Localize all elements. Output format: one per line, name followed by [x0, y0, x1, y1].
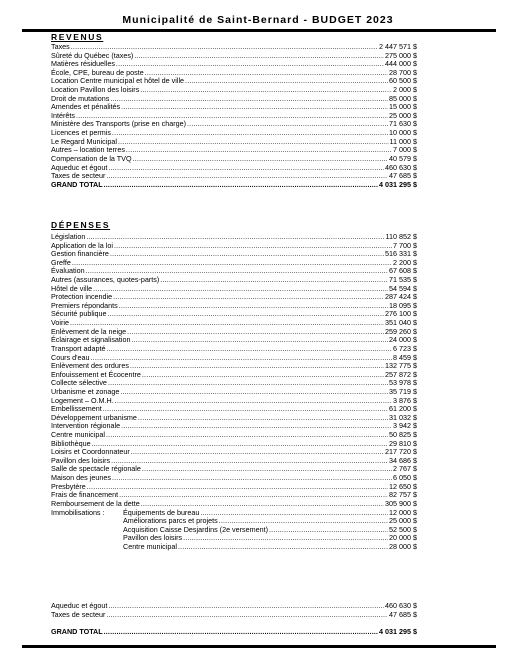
line-label: Collecte sélective: [51, 378, 107, 388]
line-value: 10 000 $: [389, 128, 417, 138]
line-value: 444 000 $: [385, 59, 417, 69]
line-value: 40 579 $: [389, 153, 417, 163]
line-label: Logement – O.M.H.: [51, 395, 114, 405]
line-value: 460 630 $: [385, 162, 417, 172]
line-value: 7 700 $: [393, 240, 417, 250]
dot-leader: [142, 372, 384, 381]
line-label: Bibliothèque: [51, 438, 91, 448]
line-label: Cours d'eau: [51, 352, 90, 362]
dot-leader: [121, 104, 388, 113]
dot-leader: [185, 78, 388, 87]
line-label: Sûreté du Québec (taxes): [51, 50, 134, 60]
line-value: 12 000 $: [389, 507, 417, 517]
line-value: 60 500 $: [389, 76, 417, 86]
dot-leader: [108, 165, 384, 174]
line-value: 15 000 $: [389, 102, 417, 112]
dot-leader: [108, 380, 388, 389]
dot-leader: [119, 303, 388, 312]
dot-leader: [115, 398, 392, 407]
line-value: 4 031 295 $: [379, 627, 417, 636]
line-label: Location Pavillon des loisirs: [51, 85, 140, 95]
line-label: Centre municipal: [51, 430, 105, 440]
line-label: Taxes: [51, 42, 70, 51]
line-value: 71 535 $: [389, 275, 417, 285]
depenses-total: [51, 628, 417, 637]
line-value: 257 872 $: [385, 369, 417, 379]
line-value: 47 685 $: [389, 171, 417, 181]
revenus-list: [51, 43, 417, 189]
budget-line: [51, 526, 417, 535]
line-value: 18 095 $: [389, 300, 417, 310]
line-value: 52 500 $: [389, 524, 417, 534]
dot-leader: [106, 346, 392, 355]
line-value: 53 978 $: [389, 378, 417, 388]
budget-line: [51, 543, 417, 552]
grand-total-row: [51, 628, 417, 637]
line-label: Autres (assurances, quotes-parts): [51, 275, 160, 285]
line-value: 20 000 $: [389, 533, 417, 543]
line-label: Autres – location terres: [51, 145, 125, 155]
dot-leader: [87, 484, 388, 493]
line-value: 6 723 $: [393, 343, 417, 353]
line-label: Premiers répondants: [51, 300, 118, 310]
line-label: Voirie: [51, 318, 69, 328]
line-value: 71 630 $: [389, 119, 417, 129]
line-label: Embellissement: [51, 404, 102, 414]
dot-leader: [72, 260, 392, 269]
line-label: Intervention régionale: [51, 421, 121, 431]
dot-leader: [118, 139, 389, 148]
dot-leader: [108, 603, 384, 612]
line-label: Urbanisme et zonage: [51, 386, 120, 396]
line-label: Centre municipal: [123, 541, 177, 551]
dot-leader: [110, 251, 384, 260]
line-value: 12 650 $: [389, 481, 417, 491]
immobilisations-label: Immobilisations :: [51, 507, 105, 517]
dot-leader: [106, 173, 388, 182]
line-label: Développement urbanisme: [51, 412, 137, 422]
line-value: 54 594 $: [389, 283, 417, 293]
line-value: 67 608 $: [389, 266, 417, 276]
dot-leader: [178, 544, 388, 553]
budget-line: [51, 250, 417, 259]
line-label: Améliorations parcs et projets: [123, 516, 218, 526]
line-label: Enfouissement et Écocentre: [51, 369, 141, 379]
budget-line: [51, 431, 417, 440]
line-label: Matières résiduelles: [51, 59, 115, 69]
dot-leader: [120, 389, 388, 398]
dot-leader: [121, 423, 392, 432]
dot-leader: [111, 458, 388, 467]
line-label: Protection incendie: [51, 292, 113, 302]
line-label: GRAND TOTAL: [51, 179, 103, 189]
line-label: Le Regard Municipal: [51, 136, 117, 146]
dot-leader: [200, 510, 388, 519]
line-label: Greffe: [51, 257, 71, 267]
budget-line: [51, 422, 417, 431]
line-label-text: Équipements de bureau: [123, 507, 200, 517]
dot-leader: [104, 182, 378, 191]
line-value: 61 200 $: [389, 404, 417, 414]
line-value: 24 000 $: [389, 335, 417, 345]
line-label: Transport adapté: [51, 343, 106, 353]
line-label: Intérêts: [51, 110, 75, 120]
line-label: Évaluation: [51, 266, 85, 276]
line-label: Enlèvement de la neige: [51, 326, 127, 336]
budget-line: [51, 397, 417, 406]
dot-leader: [103, 406, 388, 415]
line-label: Droit de mutations: [51, 93, 110, 103]
line-value: 2 000 $: [393, 85, 417, 95]
dot-leader: [138, 415, 388, 424]
dot-leader: [92, 441, 388, 450]
line-label: Aqueduc et égout: [51, 601, 108, 610]
line-label: Amendes et pénalités: [51, 102, 121, 112]
dot-leader: [130, 363, 384, 372]
depenses-heading: DÉPENSES: [51, 220, 111, 230]
line-value: 8 459 $: [393, 352, 417, 362]
line-label: Hôtel de ville: [51, 283, 93, 293]
line-value: 276 100 $: [385, 309, 417, 319]
depenses-list: [51, 233, 417, 552]
line-label: Enlèvement des ordures: [51, 361, 129, 371]
budget-line: [51, 611, 417, 620]
line-value: 3 942 $: [393, 421, 417, 431]
budget-line: [51, 500, 417, 509]
dot-leader: [93, 286, 388, 295]
dot-leader: [104, 629, 378, 638]
line-value: 3 876 $: [393, 395, 417, 405]
line-label: Remboursement de la dette: [51, 498, 140, 508]
line-value: 217 720 $: [385, 447, 417, 457]
line-value: 31 032 $: [389, 412, 417, 422]
dot-leader: [106, 432, 388, 441]
line-value: 460 630 $: [385, 601, 417, 610]
line-value: 4 031 295 $: [379, 179, 417, 189]
line-value: 29 810 $: [389, 438, 417, 448]
line-value: 351 040 $: [385, 318, 417, 328]
line-value: 132 775 $: [385, 361, 417, 371]
dot-leader: [106, 612, 388, 621]
revenus-heading: REVENUS: [51, 32, 104, 42]
line-label: Aqueduc et égout: [51, 162, 108, 172]
line-value: 47 685 $: [389, 609, 417, 619]
line-label: Presbytère: [51, 481, 86, 491]
depenses-after-list: [51, 602, 417, 619]
line-label: Frais de financement: [51, 490, 119, 500]
dot-leader: [91, 355, 392, 364]
dot-leader: [134, 53, 384, 62]
line-label: Loisirs et Coordonnateur: [51, 447, 130, 457]
dot-leader: [126, 147, 392, 156]
line-label: Compensation de la TVQ: [51, 153, 132, 163]
line-label: Licences et permis: [51, 128, 111, 138]
grand-total-row: [51, 181, 417, 190]
line-value: 6 050 $: [393, 473, 417, 483]
line-label: Éclairage et signalisation: [51, 335, 131, 345]
line-label: Taxes de secteur: [51, 171, 106, 181]
dot-leader: [187, 121, 388, 130]
budget-line: [51, 474, 417, 483]
dot-leader: [116, 61, 384, 70]
dot-leader: [119, 492, 388, 501]
budget-line: [51, 164, 417, 173]
line-value: 35 719 $: [389, 386, 417, 396]
budget-line: [51, 336, 417, 345]
line-label: Pavillon des loisirs: [51, 455, 111, 465]
dot-leader: [112, 475, 392, 484]
dot-leader: [113, 294, 384, 303]
dot-leader: [114, 243, 392, 252]
line-label: Sécurité publique: [51, 309, 107, 319]
dot-leader: [183, 535, 388, 544]
page-title: Municipalité de Saint-Bernard - BUDGET 2023: [122, 14, 394, 26]
line-value: 2 447 571 $: [379, 42, 417, 51]
budget-line: [51, 509, 417, 518]
line-label: Pavillon des loisirs: [123, 533, 183, 543]
line-value: 25 000 $: [389, 516, 417, 526]
line-label: Maison des jeunes: [51, 473, 111, 483]
budget-line: [51, 310, 417, 319]
budget-line: [51, 602, 417, 611]
dot-leader: [131, 449, 384, 458]
line-value: 110 852 $: [385, 232, 417, 241]
budget-line: [51, 276, 417, 285]
dot-leader: [108, 311, 384, 320]
dot-leader: [160, 277, 388, 286]
line-label: Acquisition Caisse Desjardins (2e versement): [123, 524, 269, 534]
line-label: École, CPE, bureau de poste: [51, 67, 144, 77]
line-value: 275 000 $: [385, 50, 417, 60]
dot-leader: [132, 337, 389, 346]
bottom-rule: [22, 645, 496, 648]
budget-line: [51, 534, 417, 543]
dot-leader: [140, 87, 392, 96]
dot-leader: [142, 466, 392, 475]
line-label: Législation: [51, 232, 86, 241]
budget-line: [51, 172, 417, 181]
line-value: 82 757 $: [389, 490, 417, 500]
line-value: 305 900 $: [385, 498, 417, 508]
budget-line: [51, 103, 417, 112]
dot-leader: [112, 130, 388, 139]
line-label: Ministère des Transports (prise en charge): [51, 119, 187, 129]
line-value: 2 767 $: [393, 464, 417, 474]
dot-leader: [86, 234, 384, 243]
line-value: 2 200 $: [393, 257, 417, 267]
dot-leader: [110, 96, 388, 105]
line-label: Taxes de secteur: [51, 609, 106, 619]
dot-leader: [133, 156, 388, 165]
line-value: 28 700 $: [389, 67, 417, 77]
budget-line: [51, 259, 417, 268]
line-value: 287 424 $: [385, 292, 417, 302]
line-value: 50 825 $: [389, 430, 417, 440]
line-value: 34 686 $: [389, 455, 417, 465]
line-value: 25 000 $: [389, 110, 417, 120]
line-label: GRAND TOTAL: [51, 627, 103, 636]
budget-line: [51, 345, 417, 354]
line-value: 85 000 $: [389, 93, 417, 103]
line-label: Gestion financière: [51, 249, 109, 259]
dot-leader: [269, 527, 388, 536]
line-label: Salle de spectacle régionale: [51, 464, 141, 474]
line-value: 259 260 $: [385, 326, 417, 336]
line-label: Location Centre municipal et hôtel de ville: [51, 76, 185, 86]
line-value: 516 331 $: [385, 249, 417, 259]
line-label: Application de la loi: [51, 240, 113, 250]
line-value: 11 000 $: [389, 136, 417, 146]
line-value: 28 000 $: [389, 541, 417, 551]
line-value: 7 000 $: [393, 145, 417, 155]
dot-leader: [127, 329, 384, 338]
